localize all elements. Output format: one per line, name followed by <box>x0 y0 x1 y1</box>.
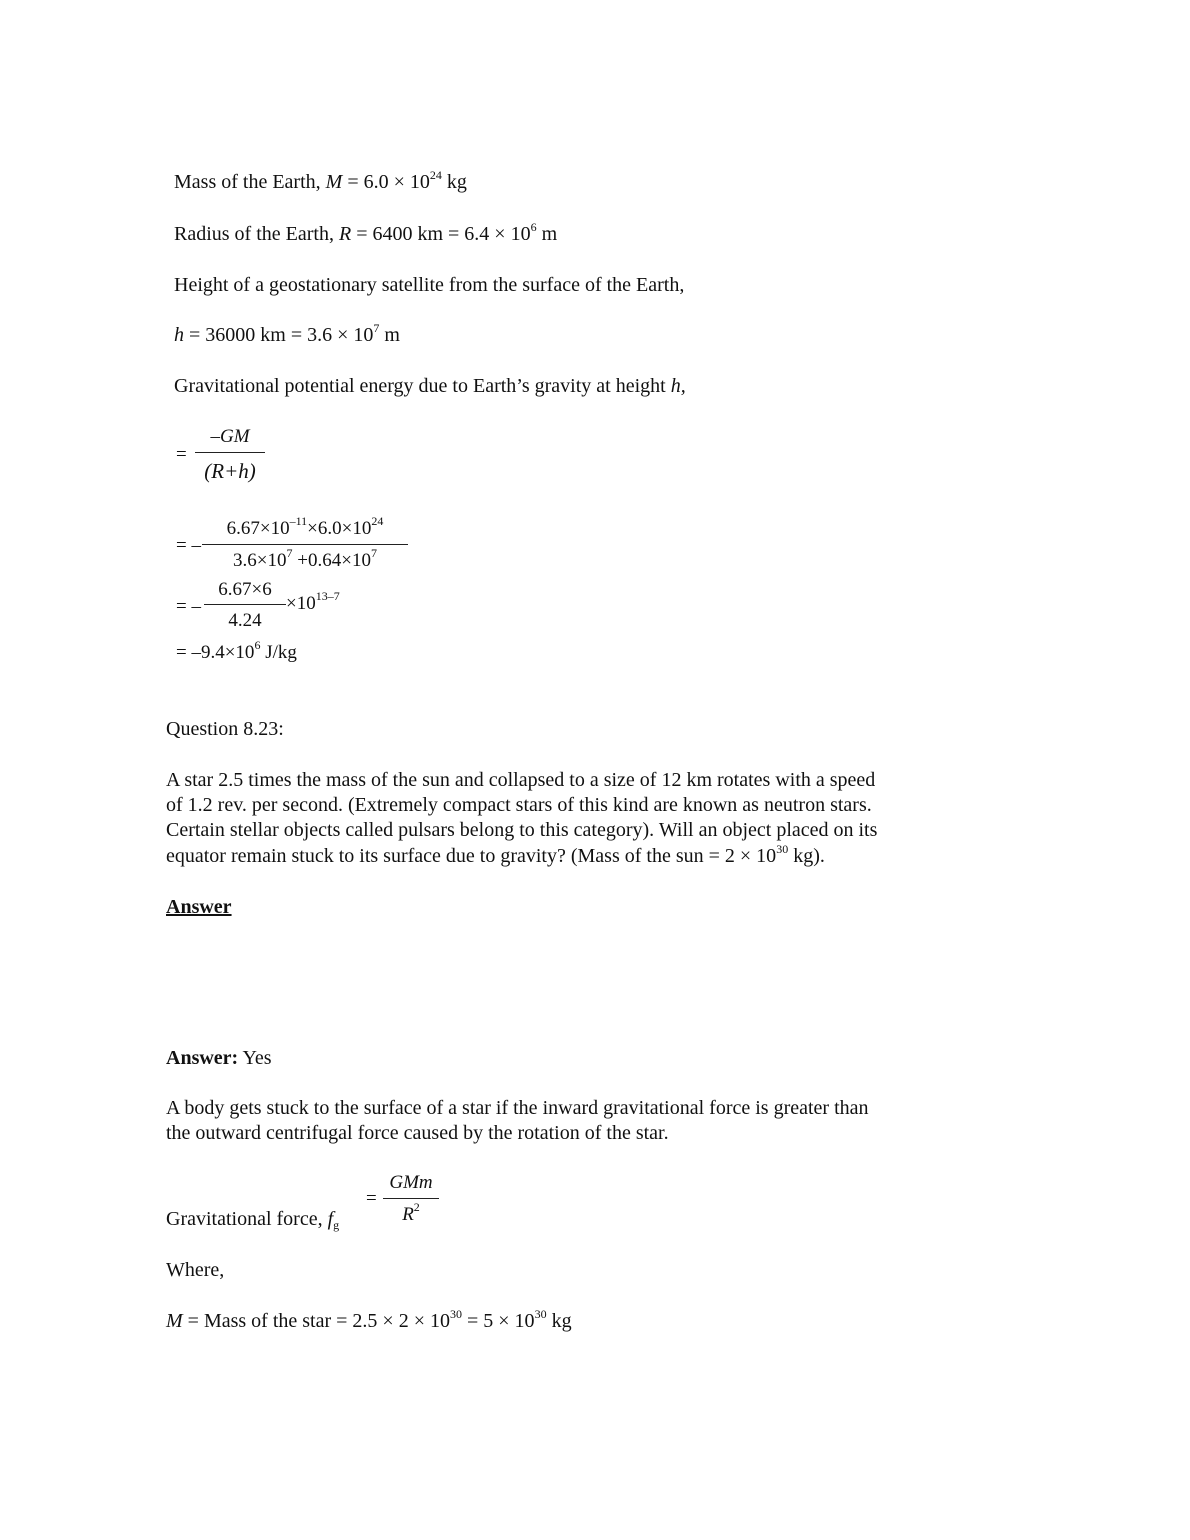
formula2-fraction-bar <box>202 544 408 545</box>
explanation-line-2: the outward centrifugal force caused by the rotation of the star. <box>166 1122 669 1144</box>
answer-value: Yes <box>238 1047 272 1069</box>
formula3-fraction-bar <box>204 604 286 605</box>
question-line-4-exp: 30 <box>776 842 789 856</box>
radius-label: Radius of the Earth, <box>174 223 339 245</box>
h-var: h <box>174 324 184 346</box>
formula2-den-exp1: 7 <box>286 546 293 560</box>
formula2-num-exp1: –11 <box>289 514 308 528</box>
answer-label: Answer: <box>166 1047 239 1069</box>
radius-exp: 6 <box>530 220 537 234</box>
gf-var: f <box>327 1208 334 1230</box>
formula2-den-b: +0.64×10 <box>292 550 371 571</box>
formula2-eq: = – <box>176 535 201 556</box>
mass-value: = 6.0 × 10 <box>342 171 430 193</box>
question-line-4 <box>166 844 825 868</box>
star-mass-line <box>166 1309 572 1333</box>
question-line-1: A star 2.5 times the mass of the sun and collapsed to a size of 12 km rotates with a speed <box>166 769 876 791</box>
mass-var: M <box>325 171 343 193</box>
star-mass-var: M <box>166 1310 183 1332</box>
gf-num-text: GMm <box>389 1172 433 1193</box>
gf-label-text: Gravitational force, <box>166 1208 328 1230</box>
formula1-eq: = <box>176 444 187 465</box>
answer-line <box>166 1046 272 1070</box>
h-unit: m <box>379 324 400 346</box>
question-line-2: of 1.2 rev. per second. (Extremely compact stars of this kind are known as neutron stars. <box>166 794 872 816</box>
formula2-den-a: 3.6×10 <box>233 550 287 571</box>
h-exp: 7 <box>373 321 380 335</box>
formula3-tail <box>286 589 340 615</box>
gf-denominator <box>383 1200 439 1226</box>
formula1-num-text: –GM <box>210 426 250 447</box>
star-mass-text: = Mass of the star = 2.5 × 2 × 10 <box>182 1310 450 1332</box>
mass-line <box>174 170 467 194</box>
formula1-numerator <box>195 426 265 448</box>
gf-den-exp: 2 <box>413 1200 420 1214</box>
gf-den-text: R <box>402 1204 414 1225</box>
gpe-text: Gravitational potential energy due to Earth’s gravity at height <box>174 375 671 397</box>
radius-unit: m <box>536 223 558 245</box>
formula2-num-a: 6.67×10 <box>226 518 290 539</box>
radius-line <box>174 222 557 246</box>
h-value: = 36000 km = 3.6 × 10 <box>184 324 374 346</box>
formula3-tail-exp: 13–7 <box>315 589 340 603</box>
formula2-den-exp2: 7 <box>370 546 377 560</box>
formula1-denominator <box>195 460 265 482</box>
gpe-line <box>174 374 686 398</box>
gf-sub: g <box>333 1218 340 1232</box>
answer-heading: Answer <box>166 896 232 918</box>
gf-fraction-bar <box>383 1198 439 1199</box>
formula2-num-exp2: 24 <box>371 514 384 528</box>
formula3-denominator: 4.24 <box>228 610 262 631</box>
gf-eq: = <box>366 1188 377 1209</box>
formula3-numerator: 6.67×6 <box>218 579 272 600</box>
formula1-fraction-bar <box>195 452 265 453</box>
height-line: Height of a geostationary satellite from the surface of the Earth, <box>174 274 685 296</box>
question-heading: Question 8.23: <box>166 718 284 740</box>
explanation-line-1: A body gets stuck to the surface of a star if the inward gravitational force is greater than <box>166 1097 869 1119</box>
star-mass-mid: = 5 × 10 <box>462 1310 535 1332</box>
formula3-eq: = – <box>176 596 201 617</box>
mass-exp: 24 <box>429 168 442 182</box>
radius-value: = 6400 km = 6.4 × 10 <box>351 223 531 245</box>
formula2-denominator <box>202 546 408 572</box>
question-line-4b: kg). <box>788 845 825 867</box>
mass-label: Mass of the Earth, <box>174 171 326 193</box>
formula4-result <box>176 638 297 664</box>
question-line-3: Certain stellar objects called pulsars belong to this category). Will an object placed on its <box>166 819 878 841</box>
formula2-numerator <box>202 514 408 540</box>
formula4-exp: 6 <box>254 638 261 652</box>
question-line-4a: equator remain stuck to its surface due to gravity? (Mass of the sun = 2 × 10 <box>166 845 777 867</box>
mass-unit: kg <box>441 171 467 193</box>
gravitational-force-label <box>166 1207 339 1231</box>
h-line <box>174 323 400 347</box>
gpe-var: h, <box>670 375 686 397</box>
star-mass-exp1: 30 <box>450 1307 462 1321</box>
where-line: Where, <box>166 1259 225 1281</box>
formula4-text: = –9.4×10 <box>176 642 255 663</box>
star-mass-unit: kg <box>546 1310 572 1332</box>
formula3-tail-text: ×10 <box>286 593 316 614</box>
formula4-unit: J/kg <box>260 642 297 663</box>
radius-var: R <box>338 223 352 245</box>
star-mass-exp2: 30 <box>534 1307 547 1321</box>
formula1-den-text: (R+h) <box>204 459 256 483</box>
formula2-num-b: ×6.0×10 <box>307 518 372 539</box>
gf-numerator <box>383 1172 439 1194</box>
